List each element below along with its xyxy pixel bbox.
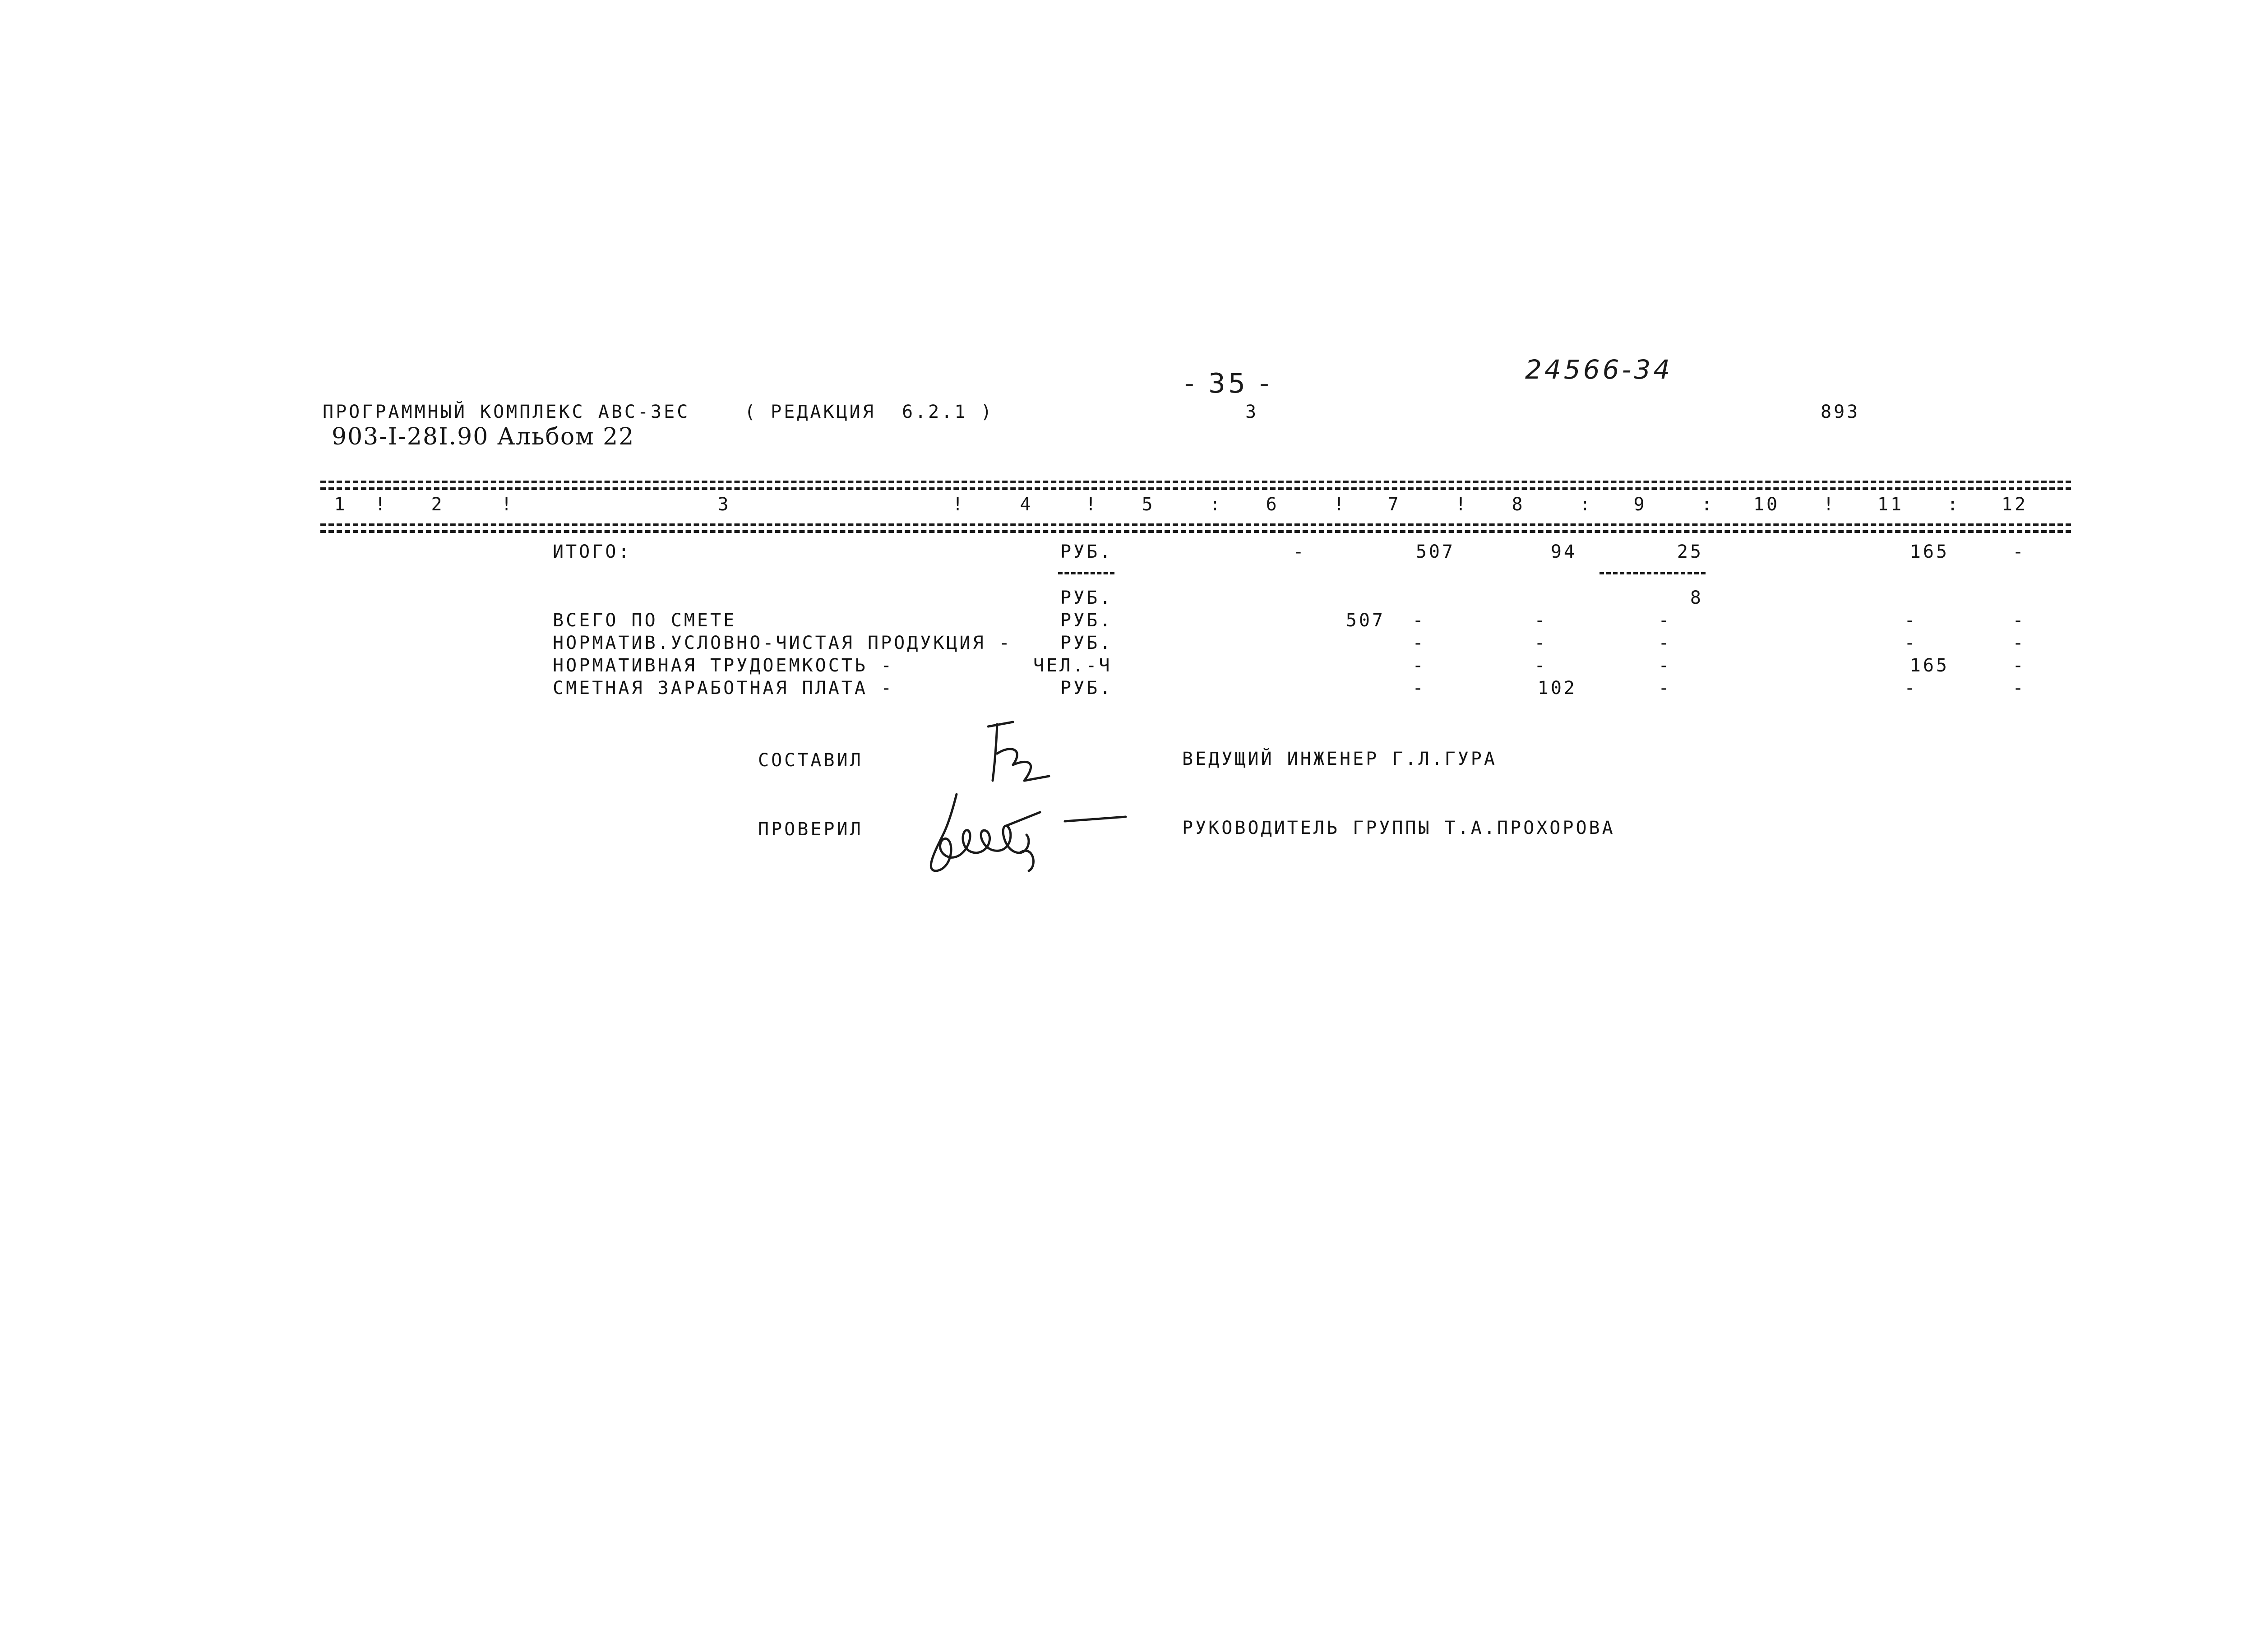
cell-col-11: - (1904, 678, 1918, 699)
row-unit: РУБ. (1060, 588, 1113, 608)
cell-col-7: - (1412, 610, 1426, 631)
sheet-number: 3 (1245, 402, 1259, 422)
page-number: - 35 - (1184, 368, 1272, 399)
column-separator: ! (1333, 494, 1347, 515)
edition: ( РЕДАКЦИЯ 6.2.1 ) (744, 402, 994, 422)
unit-underline (1058, 572, 1114, 574)
column-number-9: 9 (1633, 494, 1647, 515)
cell-col-8: 102 (1537, 678, 1577, 699)
column-number-1: 1 (334, 494, 347, 515)
table-header-rule-2 (320, 530, 2071, 533)
compiled-label: СОСТАВИЛ (758, 750, 863, 771)
column-separator: ! (952, 494, 966, 515)
compiled-signature (970, 713, 1060, 794)
row-unit: РУБ. (1060, 678, 1113, 699)
column-separator: ! (374, 494, 388, 515)
cell-col-11: - (1904, 633, 1918, 653)
cell-col-11: 165 (1909, 541, 1949, 562)
column-number-10: 10 (1753, 494, 1780, 515)
cell-col-11: - (1904, 610, 1918, 631)
column-number-12: 12 (2001, 494, 2028, 515)
checked-signature (916, 785, 1133, 884)
column-number-11: 11 (1877, 494, 1904, 515)
cell-col-12: - (2012, 633, 2026, 653)
column-number-3: 3 (717, 494, 731, 515)
cell-col-7: - (1412, 633, 1426, 653)
cell-col-12: - (2012, 655, 2026, 676)
code-number: 893 (1821, 402, 1860, 422)
table-top-rule (320, 481, 2071, 483)
row-label: ВСЕГО ПО СМЕТЕ (553, 610, 737, 631)
row-unit: ЧЕЛ.-Ч (1033, 655, 1112, 676)
compiled-by: ВЕДУЩИЙ ИНЖЕНЕР Г.Л.ГУРА (1182, 749, 1497, 769)
cell-col-9: - (1658, 655, 1672, 676)
checked-label: ПРОВЕРИЛ (758, 819, 863, 840)
cell-col-6: 507 (1345, 610, 1385, 631)
table-top-rule-2 (320, 487, 2071, 490)
cell-col-9: - (1658, 610, 1672, 631)
cell-col-8: - (1534, 633, 1548, 653)
column-number-7: 7 (1387, 494, 1401, 515)
row-unit: РУБ. (1060, 610, 1113, 631)
table-header-rule (320, 523, 2071, 526)
cell-col-12: - (2012, 678, 2026, 699)
row-label: СМЕТНАЯ ЗАРАБОТНАЯ ПЛАТА - (553, 678, 894, 699)
cell-col-12: - (2012, 610, 2026, 631)
column-separator: : (1579, 494, 1593, 515)
row-label: НОРМАТИВНАЯ ТРУДОЕМКОСТЬ - (553, 655, 894, 676)
program-name: ПРОГРАММНЫЙ КОМПЛЕКС АВС-3ЕС (323, 402, 690, 422)
cell-col-6: - (1293, 541, 1306, 562)
cell-col-9: 25 (1677, 541, 1703, 562)
column-separator: ! (1455, 494, 1469, 515)
column-separator: : (1947, 494, 1960, 515)
cell-col-8: 94 (1550, 541, 1577, 562)
column-separator: : (1209, 494, 1223, 515)
cell-col-9: - (1658, 633, 1672, 653)
column-separator: ! (1823, 494, 1836, 515)
project-title: 903-I-28I.90 Альбом 22 (332, 423, 635, 450)
cell-col-11: 165 (1909, 655, 1949, 676)
column-number-2: 2 (431, 494, 444, 515)
row-label: ИТОГО: (553, 541, 632, 562)
subtotal-underline (1600, 572, 1706, 574)
cell-col-7: - (1412, 678, 1426, 699)
cell-col-9: 8 (1690, 588, 1703, 608)
cell-col-8: - (1534, 655, 1548, 676)
checked-by: РУКОВОДИТЕЛЬ ГРУППЫ Т.А.ПРОХОРОВА (1182, 818, 1615, 838)
row-unit: РУБ. (1060, 633, 1113, 653)
row-label: НОРМАТИВ.УСЛОВНО-ЧИСТАЯ ПРОДУКЦИЯ - (553, 633, 1012, 653)
cell-col-9: - (1658, 678, 1672, 699)
column-separator: : (1701, 494, 1715, 515)
row-unit: РУБ. (1060, 541, 1113, 562)
archive-number: 24566-34 (1525, 354, 1673, 385)
column-number-6: 6 (1266, 494, 1279, 515)
column-number-8: 8 (1512, 494, 1525, 515)
cell-col-12: - (2012, 541, 2026, 562)
column-separator: ! (1085, 494, 1099, 515)
column-separator: ! (501, 494, 514, 515)
column-number-5: 5 (1142, 494, 1155, 515)
cell-col-7: - (1412, 655, 1426, 676)
column-number-4: 4 (1020, 494, 1033, 515)
cell-col-7: 507 (1415, 541, 1455, 562)
cell-col-8: - (1534, 610, 1548, 631)
